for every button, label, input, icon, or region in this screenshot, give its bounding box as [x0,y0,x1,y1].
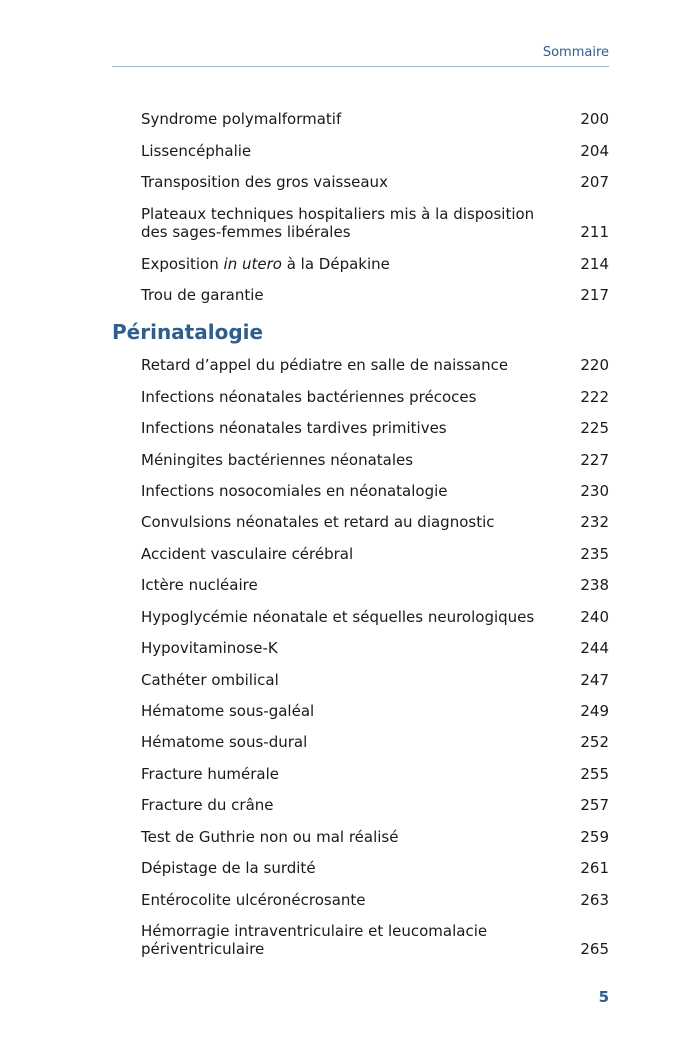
toc-entry[interactable] [141,702,609,720]
toc-entry-title: Entérocolite ulcéronécrosante [141,891,366,909]
toc-entry-page: 217 [580,286,609,304]
toc-entry[interactable] [141,796,609,814]
toc-entry-title: Transposition des gros vaisseaux [141,173,388,191]
toc-entry-page: 227 [580,451,609,469]
toc-entry[interactable] [141,451,609,469]
toc-entry-page: 225 [580,419,609,437]
toc-entry[interactable] [141,356,609,374]
toc-entry-page: 255 [580,765,609,783]
toc-entry-title: Retard d’appel du pédiatre en salle de naissance [141,356,509,374]
toc-entry-title: Méningites bactériennes néonatales [141,451,414,469]
toc-entry-page: 249 [580,702,609,720]
page-number: 5 [598,988,609,1006]
header-divider [112,66,609,67]
toc-entry[interactable] [141,419,609,437]
toc-entry[interactable] [141,173,609,191]
toc-entry-page: 265 [580,940,609,958]
toc-entry-title [141,922,609,958]
toc-entry-title: Syndrome polymalformatif [141,110,342,128]
toc-entry-page: 259 [580,828,609,846]
toc-entry-page: 247 [580,671,609,689]
section-title: Périnatalogie [112,320,264,344]
toc-entry-title: Hématome sous-galéal [141,702,315,720]
toc-entry-title-part: Exposition [141,255,224,273]
toc-entry-title: Hématome sous-dural [141,733,308,751]
toc-entry-title: Accident vasculaire cérébral [141,545,354,563]
toc-entry-page: 211 [580,223,609,241]
toc-entry-title: Infections nosocomiales en néonatalogie [141,482,448,500]
toc-entry-title-italic: in utero [223,255,282,273]
toc-entry[interactable] [141,671,609,689]
toc-entry[interactable] [141,513,609,531]
toc-entry[interactable] [141,286,609,304]
toc-entry[interactable] [141,205,609,241]
toc-entry[interactable] [141,110,609,128]
toc-entry-page: 222 [580,388,609,406]
toc-entry-title: Fracture humérale [141,765,279,783]
toc-entry-title [141,255,609,273]
toc-entry-title: Ictère nucléaire [141,576,258,594]
toc-entry-title-part: à la Dépakine [281,255,390,273]
toc-entry-page: 232 [580,513,609,531]
toc-entry[interactable] [141,922,609,958]
toc-entry[interactable] [141,388,609,406]
toc-entry[interactable] [141,142,609,160]
toc-entry[interactable] [141,576,609,594]
toc-entry-title: Cathéter ombilical [141,671,279,689]
toc-entry-title: Dépistage de la surdité [141,859,316,877]
toc-entry-title: Test de Guthrie non ou mal réalisé [141,828,399,846]
toc-entry-title-line: périventriculaire [141,940,265,958]
toc-entry-page: 240 [580,608,609,626]
toc-entry-page: 230 [580,482,609,500]
toc-entry[interactable] [141,859,609,877]
toc-entry-page: 214 [580,255,609,273]
toc-entry-title: Convulsions néonatales et retard au diagnostic [141,513,495,531]
toc-entry[interactable] [141,891,609,909]
toc-entry-title: Fracture du crâne [141,796,274,814]
toc-entry-title: Infections néonatales bactériennes précoces [141,388,477,406]
toc-entry-page: 235 [580,545,609,563]
toc-entry[interactable] [141,639,609,657]
toc-entry[interactable] [141,828,609,846]
toc-entry[interactable] [141,765,609,783]
toc-entry[interactable] [141,545,609,563]
toc-entry-page: 220 [580,356,609,374]
toc-entry-title-line: des sages-femmes libérales [141,223,351,241]
toc-entry-page: 263 [580,891,609,909]
toc-entry[interactable] [141,255,609,273]
toc-entry-title: Lissencéphalie [141,142,252,160]
toc-entry-page: 261 [580,859,609,877]
toc-entry-page: 238 [580,576,609,594]
toc-entry[interactable] [141,482,609,500]
toc-entry-title: Trou de garantie [141,286,264,304]
toc-entry-title: Hypoglycémie néonatale et séquelles neurologiques [141,608,535,626]
toc-entry-page: 204 [580,142,609,160]
toc-entry-title: Hypovitaminose-K [141,639,278,657]
toc-entry-page: 244 [580,639,609,657]
toc-entry-title-line: Hémorragie intraventriculaire et leucomalacie [141,922,488,940]
toc-entry-page: 257 [580,796,609,814]
toc-entry-title: Infections néonatales tardives primitives [141,419,447,437]
toc-entry[interactable] [141,733,609,751]
toc-entry-page: 200 [580,110,609,128]
toc-entry[interactable] [141,608,609,626]
toc-entry-title [141,205,609,241]
toc-entry-page: 207 [580,173,609,191]
toc-entry-page: 252 [580,733,609,751]
toc-entry-title-line: Plateaux techniques hospitaliers mis à la disposition [141,205,535,223]
running-head: Sommaire [542,45,609,60]
